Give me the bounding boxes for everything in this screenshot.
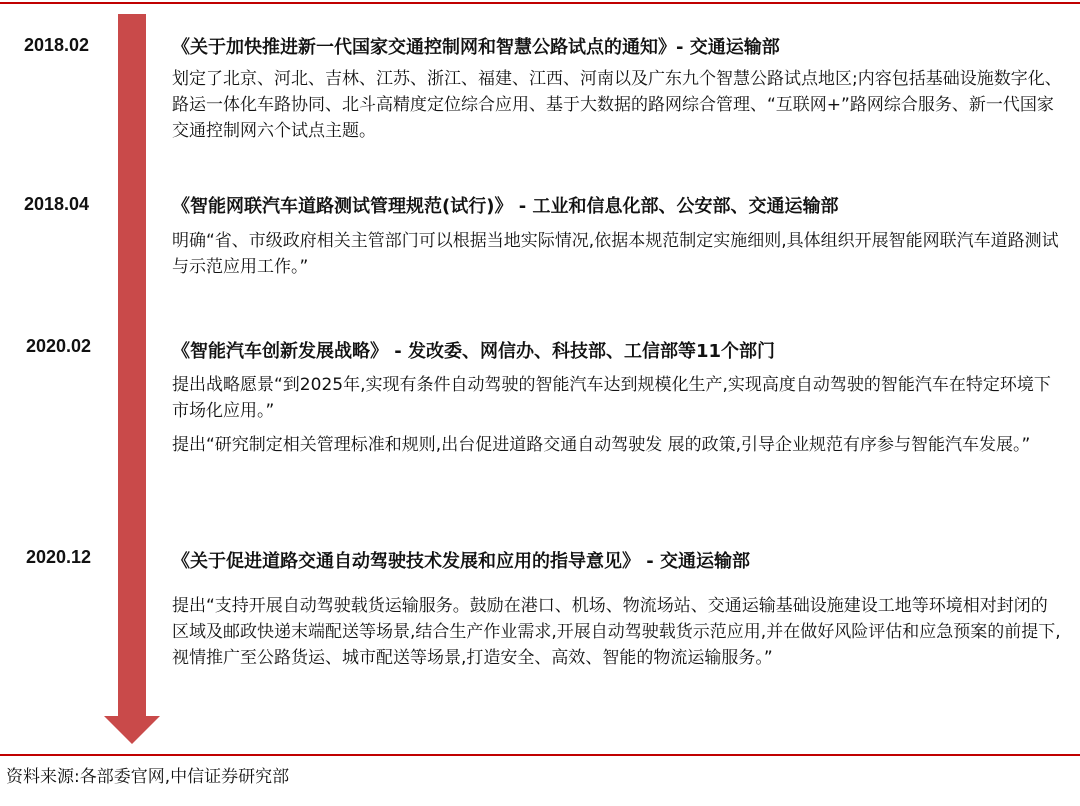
policy-title: 《关于加快推进新一代国家交通控制网和智慧公路试点的通知》- 交通运输部 (172, 37, 780, 58)
policy-description: 划定了北京、河北、吉林、江苏、浙江、福建、江西、河南以及广东九个智慧公路试点地区;内容包括基础设施数字化、路运一体化车路协同、北斗高精度定位综合应用、基于大数据的路网综合管理、“互联网+”路网综合服务、新一代国家交通控制网六个试点主题。 (172, 69, 1062, 141)
policy-description: 提出“支持开展自动驾驶载货运输服务。鼓励在港口、机场、物流场站、交通运输基础设施建设工地等环境相对封闭的区域及邮政快递末端配送等场景,结合生产作业需求,开展自动驾驶载货示范应用,并在做好风险评估和应急预案的前提下,视情推广至公路货运、城市配送等场景,打造安全、高效、智能的物流运输服务。” (172, 596, 1061, 668)
timeline-date: 2020.12 (26, 547, 92, 567)
timeline-arrow-shape (104, 14, 160, 744)
timeline-date: 2018.02 (24, 35, 90, 55)
policy-description: 提出“研究制定相关管理标准和规则,出台促进道路交通自动驾驶发 展的政策,引导企业规范有序参与智能汽车发展。” (172, 435, 1031, 455)
policy-title: 《智能网联汽车道路测试管理规范(试行)》 - 工业和信息化部、公安部、交通运输部 (172, 196, 839, 217)
timeline-arrow (0, 0, 200, 760)
policy-description: 提出战略愿景“到2025年,实现有条件自动驾驶的智能汽车达到规模化生产,实现高度自动驾驶的智能汽车在特定环境下市场化应用。” (172, 375, 1051, 421)
policy-title: 《关于促进道路交通自动驾驶技术发展和应用的指导意见》 - 交通运输部 (172, 551, 751, 572)
source-note: 资料来源:各部委官网,中信证券研究部 (6, 767, 290, 787)
timeline-date: 2018.04 (24, 194, 90, 214)
timeline-date: 2020.02 (26, 336, 92, 356)
bottom-rule (0, 754, 1080, 756)
policy-description: 明确“省、市级政府相关主管部门可以根据当地实际情况,依据本规范制定实施细则,具体组织开展智能网联汽车道路测试与示范应用工作。” (172, 231, 1059, 277)
policy-title: 《智能汽车创新发展战略》 - 发改委、网信办、科技部、工信部等11个部门 (172, 341, 776, 362)
